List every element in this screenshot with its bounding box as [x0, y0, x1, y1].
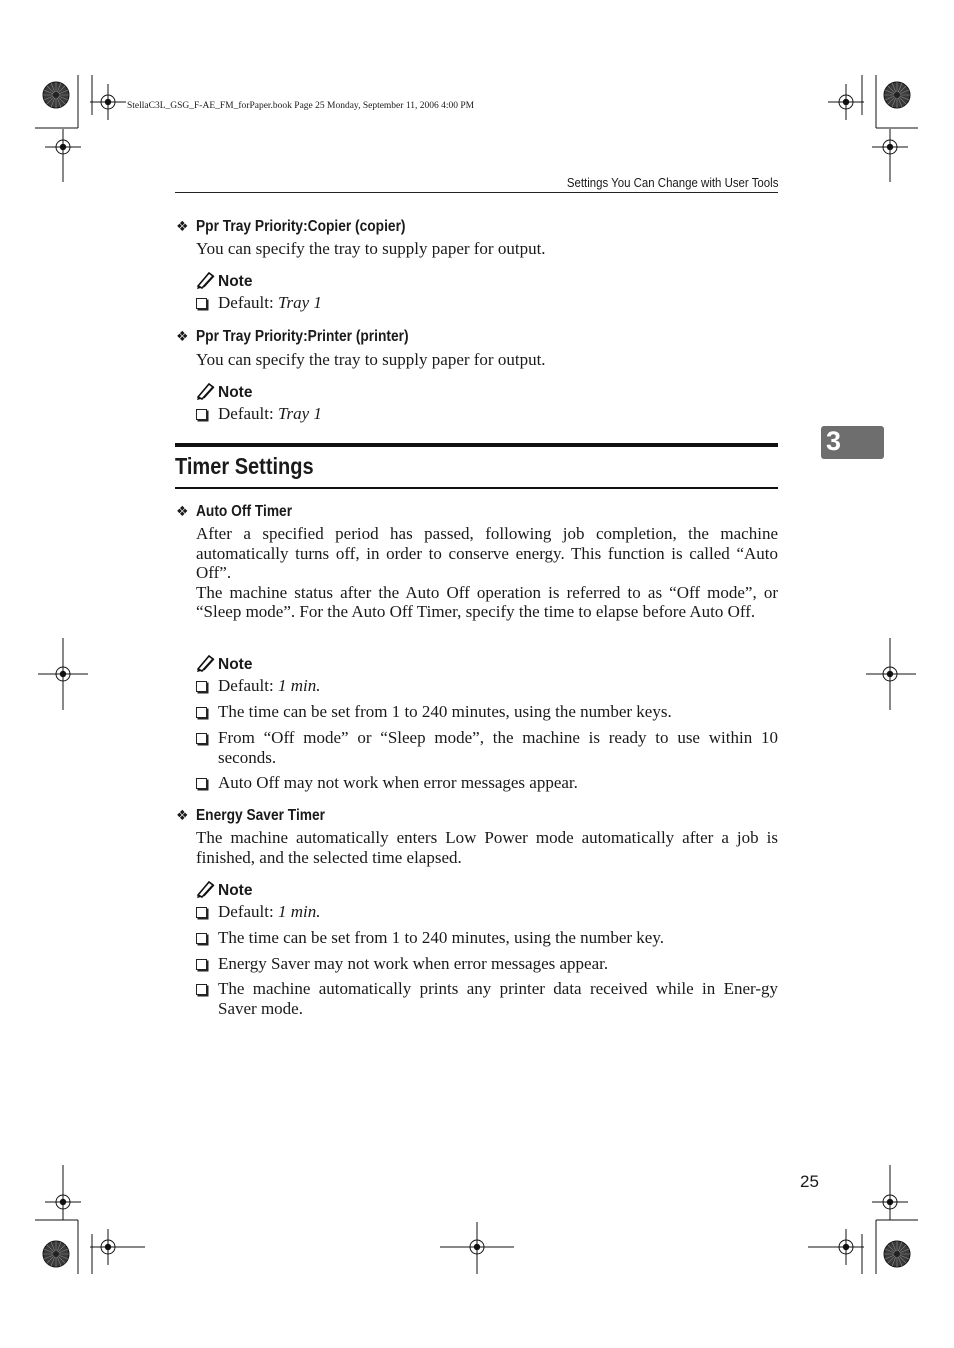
checkbox-bullet-icon: [196, 681, 207, 692]
chapter-number: 3: [826, 426, 842, 456]
note-label-text: Default:: [218, 902, 278, 921]
page-number: 25: [800, 1172, 819, 1191]
heading-auto-off-text: Auto Off Timer: [196, 503, 293, 520]
pencil-icon: [196, 382, 216, 400]
note-item: [196, 773, 778, 793]
section-rule-bottom: [175, 487, 778, 489]
note-item: [196, 928, 778, 948]
auto-off-description-2: The machine status after the Auto Off operation is referred to as “Off mode”, or “Sleep mode”. For the Auto Off Timer, specify the time to elapse before Auto Off.: [196, 582, 778, 622]
note-item: [196, 728, 778, 767]
pencil-icon: [196, 654, 216, 672]
print-info-line: StellaC3L_GSG_F-AE_FM_forPaper.book Page 25 Monday, September 11, 2006 4:00 PM: [127, 101, 475, 111]
checkbox-bullet-icon: [196, 707, 207, 718]
note-item: [196, 404, 778, 424]
note-text: Energy Saver may not work when error messages appear.: [218, 954, 609, 973]
printer-description: [196, 350, 778, 370]
note-value: 1 min.: [277, 676, 321, 695]
note-text: The time can be set from 1 to 240 minutes, using the number key.: [218, 928, 664, 947]
diamond-bullet-icon: ❖: [176, 807, 189, 823]
checkbox-bullet-icon: [196, 409, 207, 420]
note-text: From “Off mode” or “Sleep mode”, the machine is ready to use within 10 seconds.: [218, 728, 778, 767]
heading-energy-saver-text: Energy Saver Timer: [196, 807, 326, 824]
note-value: Tray 1: [277, 293, 322, 312]
auto-off-description-1: After a specified period has passed, following job completion, the machine automatically turns off, in order to conserve energy. This function is called “Auto Off”.: [196, 524, 778, 583]
diamond-bullet-icon: ❖: [176, 328, 189, 344]
section-rule-top: [175, 443, 778, 447]
heading-energy-saver-timer: [176, 807, 346, 825]
auto-off-description: [196, 524, 778, 622]
checkbox-bullet-icon: [196, 933, 207, 944]
note-text: The time can be set from 1 to 240 minutes, using the number keys.: [218, 702, 672, 721]
checkbox-bullet-icon: [196, 959, 207, 970]
note-item: [196, 676, 778, 696]
checkbox-bullet-icon: [196, 778, 207, 789]
note-heading-energy-saver: [196, 880, 252, 900]
note-label-text: Default:: [218, 404, 278, 423]
copier-description: [196, 239, 778, 259]
heading-auto-off-timer: [176, 503, 308, 521]
note-item: [196, 902, 778, 922]
chapter-tab: [821, 426, 884, 459]
energy-saver-description-text: The machine automatically enters Low Power mode automatically after a job is finished, and the selected time elapsed.: [196, 828, 778, 867]
energy-saver-description: [196, 828, 778, 867]
note-label-text: Default:: [218, 293, 278, 312]
note-label: Note: [218, 882, 253, 899]
section-title: Timer Settings: [175, 453, 314, 479]
note-heading-copier: [196, 271, 252, 291]
note-item: [196, 979, 778, 1018]
copier-description-text: You can specify the tray to supply paper for output.: [196, 239, 546, 258]
checkbox-bullet-icon: [196, 907, 207, 918]
note-label-text: Default:: [218, 676, 278, 695]
note-label: Note: [218, 384, 253, 401]
note-label: Note: [218, 656, 253, 673]
note-heading-auto-off: [196, 654, 252, 674]
checkbox-bullet-icon: [196, 733, 207, 744]
printer-description-text: You can specify the tray to supply paper for output.: [196, 350, 546, 369]
pencil-icon: [196, 271, 216, 289]
note-value: Tray 1: [277, 404, 322, 423]
header-rule: [175, 192, 778, 193]
note-item: [196, 293, 778, 313]
pencil-icon: [196, 880, 216, 898]
note-text: The machine automatically prints any printer data received while in Ener-gy Saver mode.: [218, 979, 778, 1018]
heading-printer-text: Ppr Tray Priority:Printer (printer): [196, 328, 409, 345]
note-heading-printer: [196, 382, 252, 402]
running-header: Settings You Can Change with User Tools: [566, 175, 778, 190]
heading-copier-text: Ppr Tray Priority:Copier (copier): [196, 218, 406, 235]
note-item: [196, 954, 778, 974]
note-value: 1 min.: [277, 902, 321, 921]
diamond-bullet-icon: ❖: [176, 218, 189, 234]
heading-copier: [176, 218, 440, 236]
diamond-bullet-icon: ❖: [176, 503, 189, 519]
heading-printer: [176, 328, 443, 346]
note-item: [196, 702, 778, 722]
checkbox-bullet-icon: [196, 984, 207, 995]
note-text: Auto Off may not work when error messages appear.: [218, 773, 578, 792]
checkbox-bullet-icon: [196, 298, 207, 309]
note-label: Note: [218, 273, 253, 290]
